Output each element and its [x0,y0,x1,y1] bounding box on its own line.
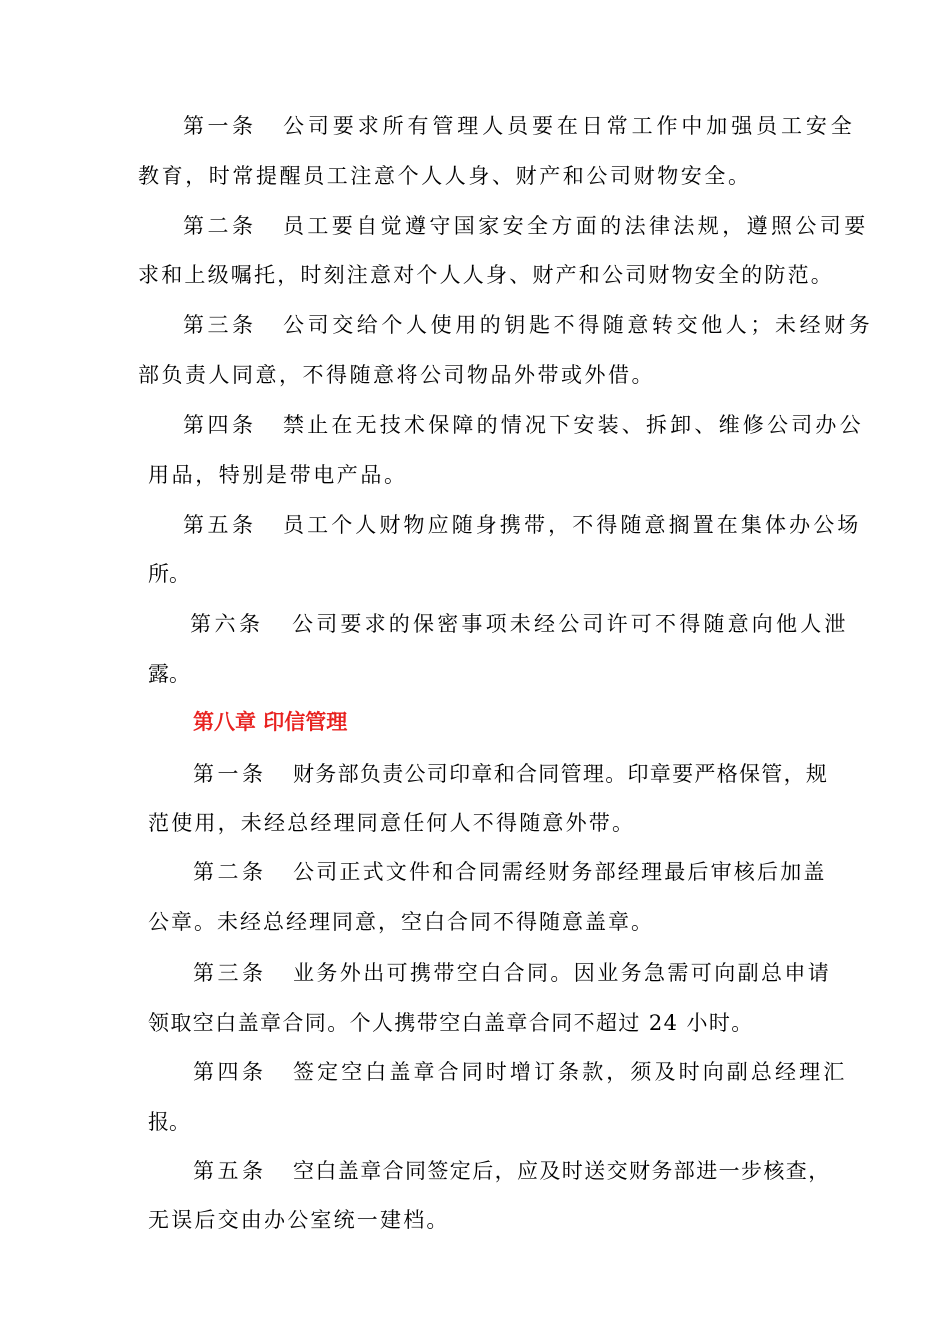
article-7-2-second-line: 求和上级嘱托，时刻注意对个人人身、财产和公司财物安全的防范。 [138,263,834,287]
article-7-1-second-line: 教育，时常提醒员工注意个人人身、财产和公司财物安全。 [138,164,752,188]
article-7-4-second-line: 用品，特别是带电产品。 [148,463,408,487]
article-label: 第一条 [183,114,257,138]
article-text: 公司正式文件和合同需经财务部经理最后审核后加盖 [293,860,827,884]
article-label: 第一条 [193,762,267,786]
article-label: 第三条 [183,313,257,337]
article-label: 第六条 [190,612,264,636]
article-text: 员工要自觉遵守国家安全方面的法律法规，遵照公司要 [283,214,869,238]
article-label: 第五条 [193,1159,267,1183]
article-8-5-second-line: 无误后交由办公室统一建档。 [148,1208,450,1232]
article-8-2-second-line: 公章。未经总经理同意，空白合同不得随意盖章。 [148,910,654,934]
article-label: 第四条 [193,1060,267,1084]
article-8-4-second-line: 报。 [148,1110,190,1134]
article-text: 签定空白盖章合同时增订条款，须及时向副总经理汇 [293,1060,848,1084]
article-8-3-second-line: 领取空白盖章合同。个人携带空白盖章合同不超过 24 小时。 [148,1011,754,1035]
article-8-1-second-line: 范使用，未经总经理同意任何人不得随意外带。 [148,811,636,835]
article-text: 空白盖章合同签定后，应及时送交财务部进一步核查， [293,1159,831,1183]
article-text: 公司交给个人使用的钥匙不得随意转交他人；未经财务 [283,313,874,337]
article-label: 第二条 [183,214,257,238]
article-7-3-second-line: 部负责人同意，不得随意将公司物品外带或外借。 [138,363,655,387]
article-text: 业务外出可携带空白合同。因业务急需可向副总申请 [293,961,832,985]
article-7-6-second-line: 露。 [148,662,190,686]
article-text: 公司要求所有管理人员要在日常工作中加强员工安全 [283,114,856,138]
article-text: 财务部负责公司印章和合同管理。印章要严格保管，规 [293,762,829,786]
article-label: 第五条 [183,513,257,537]
article-label: 第四条 [183,413,257,437]
article-label: 第二条 [193,860,267,884]
article-text: 公司要求的保密事项未经公司许可不得随意向他人泄 [292,612,849,636]
article-text: 禁止在无技术保障的情况下安装、拆卸、维修公司办公 [283,413,864,437]
article-7-5-second-line: 所。 [148,562,190,586]
article-text: 员工个人财物应随身携带，不得随意搁置在集体办公场 [283,513,862,537]
chapter-heading: 第八章 印信管理 [193,709,348,734]
article-label: 第三条 [193,961,267,985]
